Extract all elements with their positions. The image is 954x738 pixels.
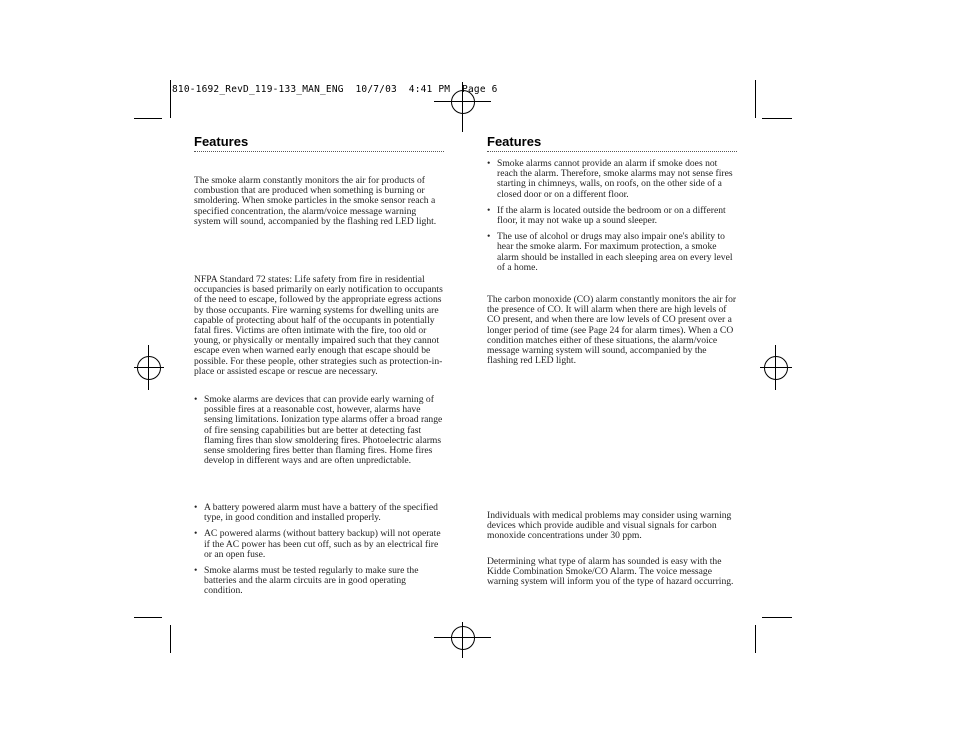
list-item: • Smoke alarms cannot provide an alarm if smoke does not reach the alarm. Therefore, smoke alarms may not sense fires starting in chimneys, walls, on roofs, on the other side of a closed door or on a different floor. xyxy=(487,159,737,200)
list-item: • A battery powered alarm must have a battery of the specified type, in good condition and installed properly. xyxy=(194,503,444,523)
left-heading: Features xyxy=(194,134,444,152)
registration-mark-bottom xyxy=(451,626,475,650)
co-alarm-paragraph: The carbon monoxide (CO) alarm constantly monitors the air for the presence of CO. It will alarm when there are high levels of CO present, and when there are low levels of CO present over a longer period of time (see Page 24 for alarm times). When a CO condition matches either of these situations, the alarm/voice message warning system will sound, accompanied by the flashing red LED light. xyxy=(487,294,737,367)
list-item: • AC powered alarms (without battery backup) will not operate if the AC power has been cut off, such as by an electrical fire or an open fuse. xyxy=(194,529,444,560)
list-item: • Smoke alarms must be tested regularly to make sure the batteries and the alarm circuits are in good operating condition. xyxy=(194,566,444,597)
crop-mark-bl-v xyxy=(170,625,171,653)
list-item: • Smoke alarms are devices that can provide early warning of possible fires at a reasonable cost, however, alarms have sensing limitations. Ionization type alarms offer a broad range of fire sensing capabilities but are better at detecting fast flaming fires than slow smoldering fires. Photoelectric alarms sense smoldering fires better than flaming fires. Home fires develop in different ways and are often unpredictable. xyxy=(194,395,444,466)
smoke-intro-paragraph: The smoke alarm constantly monitors the air for products of combustion that are produced when something is burning or smoldering. When smoke particles in the smoke sensor reach a specified concentration, the alarm/voice message warning system will sound, accompanied by the flashing red LED light. xyxy=(194,175,437,227)
right-heading: Features xyxy=(487,134,737,152)
printer-slug: 810-1692_RevD_119-133_MAN_ENG 10/7/03 4:41 PM Page 6 xyxy=(172,84,498,95)
crop-mark-bl-h xyxy=(134,617,162,618)
power-and-testing-list xyxy=(194,503,444,603)
alarm-type-paragraph: Determining what type of alarm has sounded is easy with the Kidde Combination Smoke/CO Alarm. The voice message warning system will inform you of the type of hazard occurring. xyxy=(487,556,734,588)
list-item: • If the alarm is located outside the bedroom or on a different floor, it may not wake up a sound sleeper. xyxy=(487,206,737,226)
crop-mark-tr-v xyxy=(755,80,756,118)
smoke-cautions-list xyxy=(487,159,737,279)
list-item: • The use of alcohol or drugs may also impair one's ability to hear the smoke alarm. For maximum protection, a smoke alarm should be installed in each sleeping area on every level of a home. xyxy=(487,232,737,273)
registration-mark-right xyxy=(764,356,788,380)
medical-paragraph: Individuals with medical problems may consider using warning devices which provide audible and visual signals for carbon monoxide concentrations under 30 ppm. xyxy=(487,510,732,542)
crop-mark-tr-h xyxy=(762,118,792,119)
crop-mark-tl-v xyxy=(170,80,171,118)
right-column xyxy=(487,134,737,588)
crop-mark-br-v xyxy=(755,625,756,653)
crop-mark-tl-h xyxy=(134,118,162,119)
crop-mark-br-h xyxy=(762,617,792,618)
left-column xyxy=(194,134,444,597)
smoke-limitations-list xyxy=(194,395,444,472)
nfpa-paragraph: NFPA Standard 72 states: Life safety from fire in residential occupancies is based primarily on early notification to occupants of the need to escape, followed by the appropriate egress actions by those occupants. Fire warning systems for dwelling units are capable of protecting about half of the occupants in potentially fatal fires. Victims are often intimate with the fire, too old or young, or physically or mentally impaired such that they cannot escape even when warned early enough that escape should be possible. For these people, other strategies such as protection-in-place or assisted escape or rescue are necessary. xyxy=(194,274,443,377)
registration-mark-left xyxy=(137,356,161,380)
